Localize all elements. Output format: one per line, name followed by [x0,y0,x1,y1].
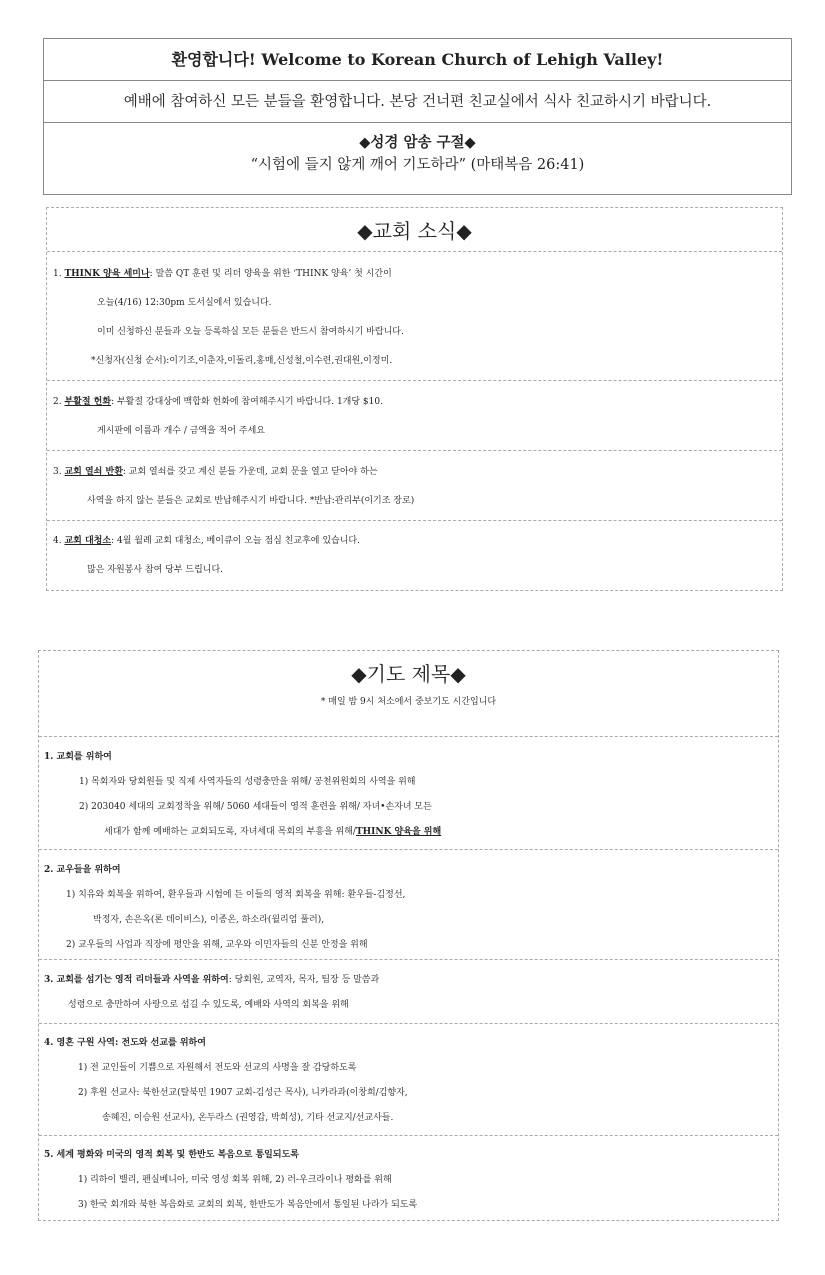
prayer-item-5: 5. 세계 평화와 미국의 영적 회복 및 한반도 복음으로 통일되도록 1) 리하이 밸리, 펜실베니아, 미국 영성 회복 위해, 2) 러-우크라이나 평화를 위해 3) 한국 회개와 북한 복음화로 교회의 회복, 한반도가 복음안에서 통일된 나라가 되도록 [44,1150,418,1210]
welcome-title: 환영합니다! Welcome to Korean Church of Lehigh Valley! [44,39,791,81]
news-keyword: 교회 대청소 [64,536,112,546]
verse-block [44,123,791,177]
welcome-message: 예배에 참여하신 모든 분들을 환영합니다. 본당 건너편 친교실에서 식사 친교하시기 바랍니다. [44,81,791,123]
prayer-section [38,650,779,1221]
news-keyword: THINK 양육 세미나 [64,269,150,279]
prayer-item-2: 2. 교우들을 위하여 1) 치유와 회복을 위하여, 환우들과 시험에 든 이들의 영적 회복을 위해: 환우들-김정선, 박정자, 손은옥(론 데이비스), 이종온, 하소라(윌리엄 풀러), 2) 교우들의 사업과 직장에 평안을 위해, 교우와 이민자들의 신분 안정을 위해 [39,850,778,960]
prayer-header [39,651,778,737]
think-emphasis: THINK 양육을 위해 [355,827,442,837]
news-item-1: 1. THINK 양육 세미나: 말씀 QT 훈련 및 리더 양육을 위한 ‘THINK 양육’ 첫 시간이 오늘(4/16) 12:30pm 도서실에서 있습니다. 이미 신청하신 분들과 오늘 등록하실 모든 분들은 반드시 참여하시기 바랍니다. *신청자(신청 순서):이기조,이춘자,이돌리,홍매,신성철,이수련,권대원,이정미. [47,252,782,381]
news-header [47,208,782,252]
prayer-subtitle: * 매일 밤 9시 처소에서 중보기도 시간입니다 [320,697,497,707]
prayer-item-4: 4. 영혼 구원 사역: 전도와 선교를 위하여 1) 전 교인들이 기쁨으로 자원해서 전도와 선교의 사명을 잘 감당하도록 2) 후원 선교사: 북한선교(탈북민 1907 교회-김성근 목사), 니카라과(이창희/김향자, 송혜진, 이승원 선교사), 온두라스 (권영갑, 박희성), 기타 선교지/선교사들. [39,1024,778,1136]
news-item-4: 4. 교회 대청소: 4월 월례 교회 대청소, 베이큐이 오늘 점심 친교후에 있습니다. 많은 자원봉사 참여 당부 드립니다. [53,536,360,575]
news-item-2: 2. 부활절 헌화: 부활절 강대상에 백합화 헌화에 참여해주시기 바랍니다. 1개당 $10. 게시판에 이름과 개수 / 금액을 적어 주세요 [47,381,782,451]
news-keyword: 교회 열쇠 반환 [64,467,123,477]
verse-text: “시험에 들지 않게 깨어 기도하라” (마태복음 26:41) [250,157,585,173]
church-news-section [46,207,783,591]
welcome-box [43,38,792,195]
verse-title: ◆성경 암송 구절◆ [359,134,476,151]
news-item-3: 3. 교회 열쇠 반환: 교회 열쇠를 갖고 계신 분들 가운데, 교회 문을 열고 닫아야 하는 사역을 하지 않는 분들은 교회로 반납해주시기 바랍니다. *반납:관리부(이기조 장로) [47,451,782,521]
prayer-title: ◆기도 제목◆ [351,662,466,686]
news-title: ◆교회 소식◆ [357,219,472,243]
prayer-item-1: 1. 교회를 위하여 1) 목회자와 당회원들 및 직제 사역자들의 성령충만을 위해/ 공천위원회의 사역을 위해 2) 203040 세대의 교회정착을 위해/ 5060 세대들이 영적 훈련을 위해/ 자녀•손자녀 모든 세대가 함께 예배하는 교회되도록, 자녀세대 목회의 부흥을 위해/THINK 양육을 위해 [39,737,778,850]
news-keyword: 부활절 헌화 [64,397,112,407]
prayer-item-3: 3. 교회를 섬기는 영적 리더들과 사역을 위하여: 당회원, 교역자, 목자, 팀장 등 말씀과 성령으로 충만하여 사랑으로 섬길 수 있도록, 예배와 사역의 회복을 위해 [39,960,778,1024]
